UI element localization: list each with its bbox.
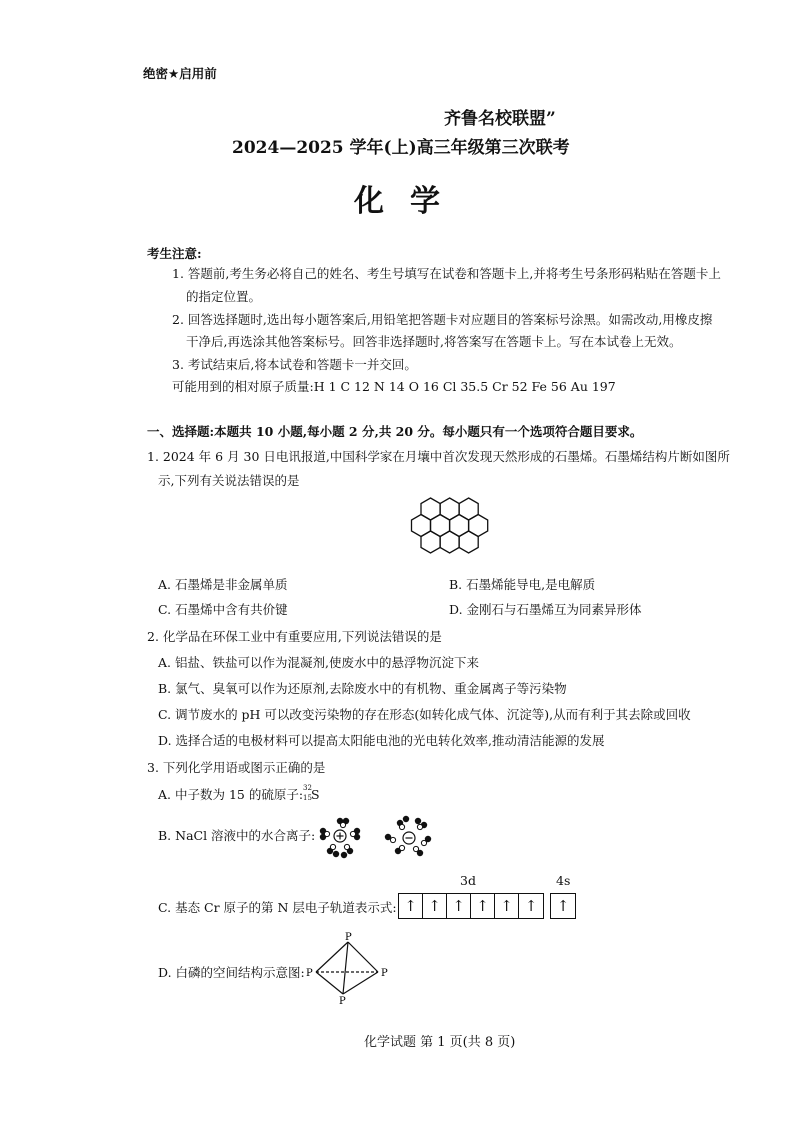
orbital-3d-cell: ↑ <box>524 897 538 915</box>
hydrated-ions-figure <box>310 813 445 863</box>
q2-option-c: C. 调节废水的 pH 可以改变污染物的存在形态(如转化成气体、沉淀等),从而有利于其去除或回收 <box>158 707 691 722</box>
orbital-label-3d: 3d <box>460 873 476 888</box>
hexagon-ring <box>440 531 459 553</box>
q1-option-a: A. 石墨烯是非金属单质 <box>158 577 288 592</box>
element-symbol: S <box>311 787 320 802</box>
orbital-3d-cell: ↑ <box>399 894 423 918</box>
orbital-3d-cell: ↑ <box>447 894 471 918</box>
q1-option-d: D. 金刚石与石墨烯互为同素异形体 <box>449 602 642 617</box>
q3-option-d: D. 白磷的空间结构示意图: <box>158 965 305 980</box>
orbital-3d-cell: ↑ <box>495 894 519 918</box>
p-atom-top: P <box>345 932 352 943</box>
exam-title: 2024—2025 学年(上)高三年级第三次联考 <box>232 138 570 158</box>
page-footer: 化学试题 第 1 页(共 8 页) <box>364 1035 516 1050</box>
q1-stem-cont: 示,下列有关说法错误的是 <box>158 473 300 488</box>
q3-option-a <box>158 784 320 803</box>
q1-option-b: B. 石墨烯能导电,是电解质 <box>449 577 596 592</box>
q2-option-a: A. 铝盐、铁盐可以作为混凝剂,使废水中的悬浮物沉淀下来 <box>158 655 479 670</box>
subject-title: 化学 <box>354 184 466 219</box>
hexagon-ring <box>459 531 478 553</box>
p-atom-bottom: P <box>339 996 346 1006</box>
notice-item-2-cont: 干净后,再选涂其他答案标号。回答非选择题时,将答案写在答题卡上。写在本试卷上无效。 <box>186 334 682 349</box>
q2-option-b: B. 氯气、臭氧可以作为还原剂,去除废水中的有机物、重金属离子等污染物 <box>158 681 567 696</box>
orbital-3d-cell: ↑ <box>423 894 447 918</box>
graphene-structure-figure <box>405 496 500 561</box>
notice-item-1-cont: 的指定位置。 <box>186 289 262 304</box>
q3-option-b: B. NaCl 溶液中的水合离子: <box>158 828 316 843</box>
notice-item-1: 1. 答题前,考生务必将自己的姓名、考生号填写在试卷和答题卡上,并将考生号条形码粘贴在答题卡上 <box>172 266 721 281</box>
confidential-mark: 绝密★启用前 <box>143 66 217 81</box>
q3-option-a-text: A. 中子数为 15 的硫原子: <box>158 787 304 802</box>
notice-item-3: 3. 考试结束后,将本试卷和答题卡一并交回。 <box>172 357 417 372</box>
orbital-4s-box <box>550 893 576 919</box>
section-title: 一、选择题:本题共 10 小题,每小题 2 分,共 20 分。每小题只有一个选项符合题目要求。 <box>147 424 643 439</box>
atomic-masses: 可能用到的相对原子质量:H 1 C 12 N 14 O 16 Cl 35.5 Cr 52 Fe 56 Au 197 <box>172 379 616 394</box>
mass-number: 32 <box>303 784 312 792</box>
q2-option-d: D. 选择合适的电极材料可以提高太阳能电池的光电转化效率,推动清洁能源的发展 <box>158 733 605 748</box>
notice-heading: 考生注意: <box>147 246 202 261</box>
orbital-3d-box <box>398 893 544 919</box>
p-atom-left: P <box>306 968 313 979</box>
white-phosphorus-figure <box>305 930 395 1006</box>
orbital-4s-cell: ↑ <box>556 897 570 915</box>
league-name: 齐鲁名校联盟” <box>444 109 556 129</box>
atomic-number: 15 <box>303 794 312 802</box>
orbital-3d-cell: ↑ <box>471 894 495 918</box>
hexagon-ring <box>421 531 440 553</box>
q2-stem: 2. 化学品在环保工业中有重要应用,下列说法错误的是 <box>147 629 442 644</box>
p-atom-right: P <box>381 968 388 979</box>
q3-stem: 3. 下列化学用语或图示正确的是 <box>147 760 326 775</box>
q1-option-c: C. 石墨烯中含有共价键 <box>158 602 288 617</box>
orbital-label-4s: 4s <box>556 873 571 888</box>
notice-item-2: 2. 回答选择题时,选出每小题答案后,用铅笔把答题卡对应题目的答案标号涂黑。如需改动,用橡皮擦 <box>172 312 713 327</box>
q3-option-c: C. 基态 Cr 原子的第 N 层电子轨道表示式: <box>158 900 397 915</box>
q1-stem: 1. 2024 年 6 月 30 日电讯报道,中国科学家在月壤中首次发现天然形成的石墨烯。石墨烯结构片断如图所 <box>147 449 730 464</box>
